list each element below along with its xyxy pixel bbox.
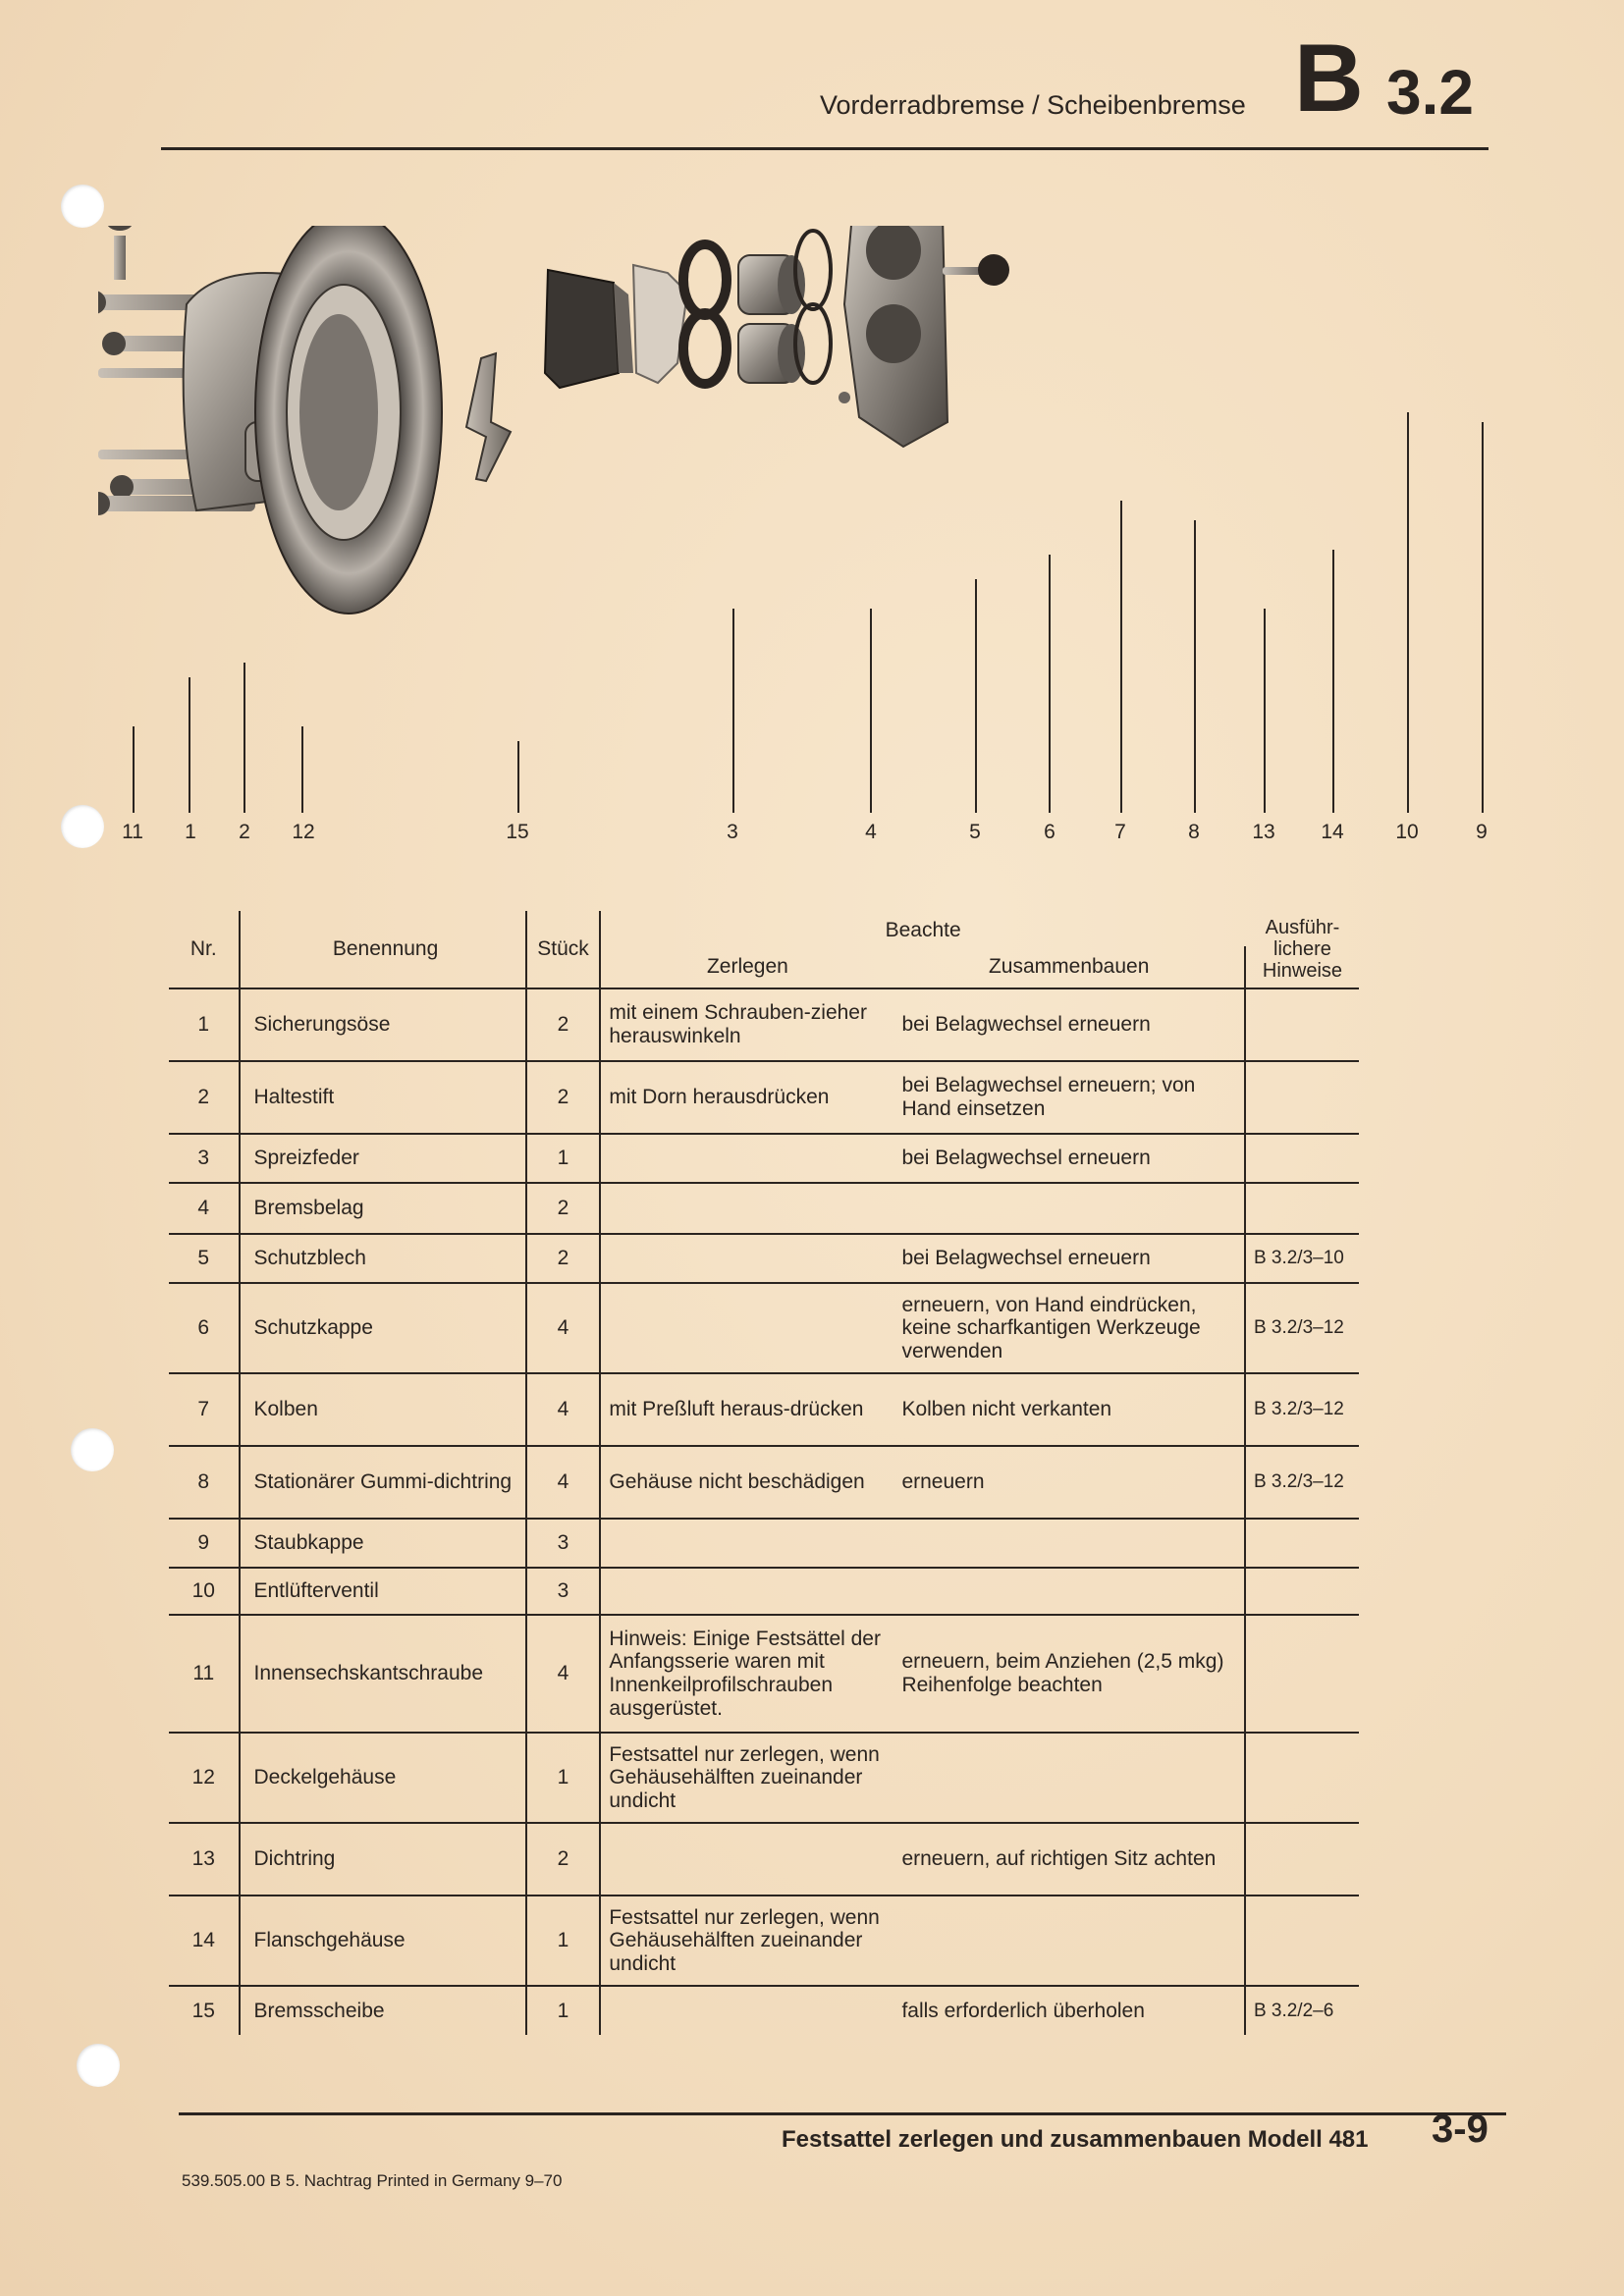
leader-line-2 bbox=[244, 663, 245, 813]
callout-3: 3 bbox=[727, 821, 738, 843]
page-number: 3-9 bbox=[1432, 2108, 1489, 2151]
row-name: Spreizfeder bbox=[240, 1134, 526, 1183]
header-disassemble: Zerlegen bbox=[706, 955, 788, 978]
callout-1: 1 bbox=[185, 821, 196, 843]
row-nr: 11 bbox=[169, 1615, 240, 1733]
row-ref: B 3.2/3–12 bbox=[1245, 1283, 1359, 1373]
row-disassemble: Gehäuse nicht beschädigen bbox=[600, 1446, 893, 1519]
table-row bbox=[169, 988, 1359, 1061]
callout-5: 5 bbox=[969, 821, 981, 843]
section-letter: B bbox=[1294, 24, 1364, 132]
header-ref: Ausführ-lichere Hinweise bbox=[1262, 917, 1343, 982]
row-disassemble bbox=[600, 1134, 893, 1183]
row-assemble: falls erforderlich überholen bbox=[893, 1986, 1245, 2035]
row-ref bbox=[1245, 1183, 1359, 1234]
row-qty: 3 bbox=[526, 1568, 601, 1615]
table-row bbox=[169, 1446, 1359, 1519]
exploded-view-illustration bbox=[98, 226, 1522, 805]
row-name: Staubkappe bbox=[240, 1519, 526, 1568]
callout-13: 13 bbox=[1252, 821, 1275, 843]
row-name: Innensechskantschraube bbox=[240, 1615, 526, 1733]
row-name: Kolben bbox=[240, 1373, 526, 1446]
row-nr: 15 bbox=[169, 1986, 240, 2035]
row-nr: 4 bbox=[169, 1183, 240, 1234]
row-name: Deckelgehäuse bbox=[240, 1733, 526, 1823]
table-row bbox=[169, 1283, 1359, 1373]
row-disassemble bbox=[600, 1519, 893, 1568]
leader-line-8 bbox=[1194, 520, 1196, 813]
callout-9: 9 bbox=[1476, 821, 1488, 843]
punch-hole-1 bbox=[61, 185, 104, 228]
row-name: Bremsbelag bbox=[240, 1183, 526, 1234]
row-nr: 5 bbox=[169, 1234, 240, 1283]
row-assemble: erneuern, auf richtigen Sitz achten bbox=[893, 1823, 1245, 1896]
row-disassemble: Festsattel nur zerlegen, wenn Gehäusehälften zueinander undicht bbox=[600, 1733, 893, 1823]
table-row bbox=[169, 1823, 1359, 1896]
row-qty: 1 bbox=[526, 1986, 601, 2035]
row-qty: 4 bbox=[526, 1446, 601, 1519]
row-qty: 1 bbox=[526, 1896, 601, 1986]
leader-line-9 bbox=[1482, 422, 1484, 813]
table-row bbox=[169, 1568, 1359, 1615]
row-disassemble: mit Dorn herausdrücken bbox=[600, 1061, 893, 1134]
callout-14: 14 bbox=[1321, 821, 1344, 843]
punch-hole-3 bbox=[71, 1428, 114, 1471]
row-qty: 2 bbox=[526, 1234, 601, 1283]
row-disassemble: mit einem Schrauben-zieher herauswinkeln bbox=[600, 988, 893, 1061]
row-assemble bbox=[893, 1183, 1245, 1234]
leader-line-7 bbox=[1120, 501, 1122, 813]
callout-12: 12 bbox=[292, 821, 315, 843]
row-nr: 6 bbox=[169, 1283, 240, 1373]
row-ref bbox=[1245, 1615, 1359, 1733]
header-nr: Nr. bbox=[169, 911, 240, 988]
row-assemble bbox=[893, 1896, 1245, 1986]
callout-10: 10 bbox=[1395, 821, 1419, 843]
row-assemble: bei Belagwechsel erneuern; von Hand einsetzen bbox=[893, 1061, 1245, 1134]
row-ref bbox=[1245, 1134, 1359, 1183]
row-qty: 2 bbox=[526, 1823, 601, 1896]
table-row bbox=[169, 1061, 1359, 1134]
row-qty: 1 bbox=[526, 1134, 601, 1183]
row-disassemble: mit Preßluft heraus-drücken bbox=[600, 1373, 893, 1446]
row-qty: 4 bbox=[526, 1615, 601, 1733]
row-ref bbox=[1245, 1061, 1359, 1134]
row-qty: 1 bbox=[526, 1733, 601, 1823]
leader-line-4 bbox=[870, 609, 872, 813]
row-name: Flanschgehäuse bbox=[240, 1896, 526, 1986]
callout-2: 2 bbox=[239, 821, 250, 843]
row-assemble: erneuern, von Hand eindrücken, keine scharfkantigen Werkzeuge verwenden bbox=[893, 1283, 1245, 1373]
row-nr: 14 bbox=[169, 1896, 240, 1986]
leader-line-12 bbox=[301, 726, 303, 813]
row-ref bbox=[1245, 1823, 1359, 1896]
callout-7: 7 bbox=[1114, 821, 1126, 843]
header-rule bbox=[161, 147, 1489, 150]
row-ref bbox=[1245, 988, 1359, 1061]
row-ref bbox=[1245, 1568, 1359, 1615]
leader-line-11 bbox=[133, 726, 135, 813]
row-disassemble bbox=[600, 1568, 893, 1615]
row-ref bbox=[1245, 1733, 1359, 1823]
row-nr: 3 bbox=[169, 1134, 240, 1183]
row-ref: B 3.2/3–10 bbox=[1245, 1234, 1359, 1283]
flange-housing bbox=[839, 226, 947, 447]
punch-hole-2 bbox=[61, 805, 104, 848]
row-ref: B 3.2/3–12 bbox=[1245, 1373, 1359, 1446]
row-assemble: erneuern bbox=[893, 1446, 1245, 1519]
row-disassemble bbox=[600, 1823, 893, 1896]
row-qty: 4 bbox=[526, 1283, 601, 1373]
row-assemble: Kolben nicht verkanten bbox=[893, 1373, 1245, 1446]
callout-11: 11 bbox=[122, 821, 143, 843]
brake-pad bbox=[545, 270, 633, 388]
row-assemble bbox=[893, 1733, 1245, 1823]
callout-8: 8 bbox=[1188, 821, 1200, 843]
callout-4: 4 bbox=[865, 821, 877, 843]
row-qty: 2 bbox=[526, 988, 601, 1061]
table-row bbox=[169, 1896, 1359, 1986]
row-assemble: bei Belagwechsel erneuern bbox=[893, 1134, 1245, 1183]
footer-title: Festsattel zerlegen und zusammenbauen Modell 481 bbox=[782, 2126, 1369, 2153]
leader-line-15 bbox=[517, 741, 519, 813]
leader-line-1 bbox=[189, 677, 190, 813]
row-name: Schutzblech bbox=[240, 1234, 526, 1283]
row-assemble: bei Belagwechsel erneuern bbox=[893, 988, 1245, 1061]
leader-line-6 bbox=[1049, 555, 1051, 813]
row-name: Sicherungsöse bbox=[240, 988, 526, 1061]
header-assemble: Zusammenbauen bbox=[893, 946, 1245, 988]
row-ref bbox=[1245, 1896, 1359, 1986]
row-name: Entlüfterventil bbox=[240, 1568, 526, 1615]
row-disassemble: Festsattel nur zerlegen, wenn Gehäusehälften zueinander undicht bbox=[600, 1896, 893, 1986]
row-nr: 9 bbox=[169, 1519, 240, 1568]
row-disassemble bbox=[600, 1183, 893, 1234]
table-row bbox=[169, 1615, 1359, 1733]
table-header-row bbox=[169, 911, 1359, 946]
row-assemble bbox=[893, 1519, 1245, 1568]
callout-6: 6 bbox=[1044, 821, 1056, 843]
callout-15: 15 bbox=[506, 821, 529, 843]
row-ref: B 3.2/2–6 bbox=[1245, 1986, 1359, 2035]
table-row bbox=[169, 1519, 1359, 1568]
row-disassemble bbox=[600, 1234, 893, 1283]
row-disassemble: Hinweis: Einige Festsättel der Anfangsserie waren mit Innenkeilprofilschrauben ausgerüstet. bbox=[600, 1615, 893, 1733]
row-nr: 8 bbox=[169, 1446, 240, 1519]
row-name: Bremsscheibe bbox=[240, 1986, 526, 2035]
row-disassemble bbox=[600, 1283, 893, 1373]
leader-line-3 bbox=[732, 609, 734, 813]
table-row bbox=[169, 1134, 1359, 1183]
row-nr: 2 bbox=[169, 1061, 240, 1134]
row-qty: 4 bbox=[526, 1373, 601, 1446]
row-assemble: erneuern, beim Anziehen (2,5 mkg) Reihenfolge beachten bbox=[893, 1615, 1245, 1733]
row-nr: 10 bbox=[169, 1568, 240, 1615]
row-nr: 12 bbox=[169, 1733, 240, 1823]
row-assemble bbox=[893, 1568, 1245, 1615]
table-row bbox=[169, 1373, 1359, 1446]
row-qty: 2 bbox=[526, 1061, 601, 1134]
table-row bbox=[169, 1733, 1359, 1823]
leader-line-5 bbox=[975, 579, 977, 813]
row-ref bbox=[1245, 1519, 1359, 1568]
row-name: Stationärer Gummi-dichtring bbox=[240, 1446, 526, 1519]
header-qty: Stück bbox=[526, 911, 601, 988]
table-row bbox=[169, 1183, 1359, 1234]
row-name: Dichtring bbox=[240, 1823, 526, 1896]
leader-line-10 bbox=[1407, 412, 1409, 813]
parts-table bbox=[169, 911, 1359, 2035]
row-ref: B 3.2/3–12 bbox=[1245, 1446, 1359, 1519]
table-row bbox=[169, 1986, 1359, 2035]
row-qty: 3 bbox=[526, 1519, 601, 1568]
header-name: Benennung bbox=[240, 911, 526, 988]
header-beachte: Beachte bbox=[885, 919, 961, 941]
punch-hole-4 bbox=[77, 2044, 120, 2087]
brake-disc bbox=[255, 226, 442, 614]
header-title: Vorderradbremse / Scheibenbremse bbox=[820, 90, 1246, 120]
row-nr: 13 bbox=[169, 1823, 240, 1896]
leader-line-13 bbox=[1264, 609, 1266, 813]
row-nr: 7 bbox=[169, 1373, 240, 1446]
print-note: 539.505.00 B 5. Nachtrag Printed in Germany 9–70 bbox=[182, 2171, 563, 2190]
table-row bbox=[169, 1234, 1359, 1283]
row-assemble: bei Belagwechsel erneuern bbox=[893, 1234, 1245, 1283]
row-name: Haltestift bbox=[240, 1061, 526, 1134]
row-nr: 1 bbox=[169, 988, 240, 1061]
footer-rule bbox=[179, 2112, 1506, 2115]
row-name: Schutzkappe bbox=[240, 1283, 526, 1373]
section-number: 3.2 bbox=[1386, 57, 1474, 128]
seals-and-pistons bbox=[683, 231, 831, 384]
row-qty: 2 bbox=[526, 1183, 601, 1234]
row-disassemble bbox=[600, 1986, 893, 2035]
leader-line-14 bbox=[1332, 550, 1334, 813]
